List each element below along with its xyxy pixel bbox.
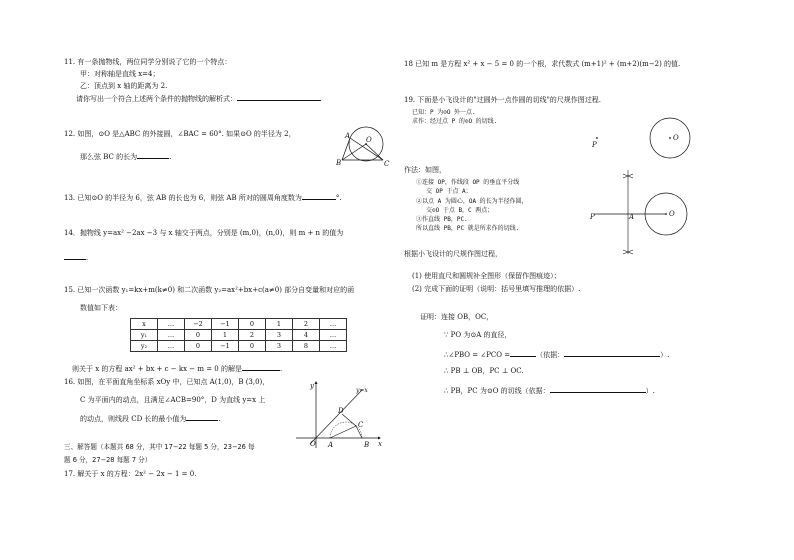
q12-label-B: B <box>336 159 342 167</box>
q15-answer-text: 则关于 x 的方程 ax² + bx + c − kx − m = 0 的解是 <box>72 365 242 373</box>
q12-label-A: A <box>345 132 351 140</box>
q19-proof2 <box>444 349 669 360</box>
q15-value-table <box>130 318 347 352</box>
q15-answer-line <box>72 363 282 374</box>
table-cell: 3 <box>266 330 293 341</box>
q19-step3: ③作直线 PB，PC. <box>416 216 468 224</box>
q19-fig2-label-P: P <box>590 213 595 221</box>
table-row <box>131 319 347 330</box>
q11-ask <box>76 93 321 104</box>
q19-after: 根据小飞设计的尺规作图过程， <box>404 250 502 258</box>
q16-line3-text: 的动点，则线段 CD 长的最小值为 <box>80 415 187 423</box>
q19-fig2-label-A: A <box>629 213 635 221</box>
q16-line3 <box>80 413 221 424</box>
table-cell: … <box>320 341 347 352</box>
q12-figure <box>328 124 390 168</box>
q19-step4: 所以直线 PB，PC 就是所求作的切线. <box>416 225 520 233</box>
q19-step2a: ②以点 A 为圆心，OA 的长为半径作圆， <box>416 197 528 205</box>
q19-proof2-basis-blank[interactable] <box>564 349 660 357</box>
q16-line2: C 为平面内的动点，且满足∠ACB=90°，D 为直线 y=x 上 <box>80 396 266 404</box>
q12-label-O: O <box>366 136 372 144</box>
q15-answer-blank[interactable] <box>242 363 283 373</box>
table-cell: … <box>158 341 185 352</box>
q18-text: 18 已知 m 是方程 x² + x − 5 = 0 的一个根，求代数式 (m+1)² + (m+2)(m−2) 的值. <box>404 60 681 68</box>
table-cell: −1 <box>212 341 239 352</box>
part3-line2: 题 6 分，27−28 每题 7 分） <box>64 456 152 464</box>
q16-figure <box>292 380 384 452</box>
table-cell: 8 <box>293 341 320 352</box>
q19-figure-construction <box>588 164 700 260</box>
table-cell: 2 <box>239 330 266 341</box>
q12-label-C: C <box>384 160 390 168</box>
q19-ask: 求作：经过点 P 的⊙O 的切线. <box>412 118 498 126</box>
q19-proof4 <box>444 385 655 396</box>
q19-task1: (1) 使用直尺和圆规补全图形（保留作图痕迹）； <box>412 272 561 280</box>
q19-step1b: 交 OP 于点 A； <box>426 188 472 196</box>
q19-proof0: 证明：连接 OB，OC， <box>420 313 494 321</box>
table-cell: 4 <box>293 330 320 341</box>
table-cell: 0 <box>239 341 266 352</box>
q19-proof2-basis: （依据： <box>536 351 565 359</box>
q16-label-x: x <box>378 440 382 448</box>
q19-step1a: ①连接 OP，作线段 OP 的垂直平分线 <box>416 179 520 186</box>
q19-task2: (2) 完成下面的证明（说明：括号里填写推理的依据）. <box>412 285 581 293</box>
q19-proof4-text: ∴ PB，PC 为⊙O 的切线（依据： <box>444 387 550 395</box>
table-cell: 0 <box>185 341 212 352</box>
q17-text: 17. 解关于 x 的方程：2x² − 2x − 1 = 0. <box>64 470 197 478</box>
q16-label-B: B <box>364 441 370 449</box>
q19-proof2-end: ）. <box>660 351 670 359</box>
q15-line1: 15. 已知一次函数 y₁=kx+m(k≠0) 和二次函数 y₂=ax²+bx+c(a≠0) 部分自变量和对应的函 <box>64 286 355 294</box>
table-cell: 3 <box>266 341 293 352</box>
q16-label-D: D <box>338 407 344 415</box>
q19-intro: 19. 下面是小飞设计的"过圆外一点作圆的切线"的尺规作图过程. <box>404 96 602 104</box>
q19-method: 作法：如图， <box>404 166 446 174</box>
q13-text: 13. 已知⊙O 的半径为 6，弦 AB 的长也为 6，则弦 AB 所对的圆周角度数为 <box>64 194 302 202</box>
q13-unit: °. <box>335 194 342 202</box>
q16-label-A: A <box>328 441 334 449</box>
q14-line2 <box>64 252 88 263</box>
q19-step2b: 交⊙O 于点 B，C 两点； <box>426 206 494 214</box>
table-cell: 1 <box>266 319 293 330</box>
q16-label-C: C <box>358 421 364 429</box>
q14-end: . <box>86 254 89 262</box>
q14-line1: 14．抛物线 y=ax² −2ax −3 与 x 轴交于两点，分别是 (m,0)，(n,0)，则 m + n 的值为 <box>64 229 344 237</box>
q19-proof3: ∴ PB ⊥ OB，PC ⊥ OC. <box>444 367 524 375</box>
q16-line1: 16. 如图，在平面直角坐标系 xOy 中，已知点 A(1,0)，B (3,0)， <box>64 378 270 386</box>
table-header: y₁ <box>131 330 158 341</box>
table-cell: 1 <box>212 330 239 341</box>
q19-known-block <box>412 108 497 127</box>
q13-answer-blank[interactable] <box>302 192 336 200</box>
q19-steps <box>416 178 528 234</box>
q11-yi: 乙：顶点到 x 轴的距离为 2. <box>80 82 168 90</box>
q16-label-line: y=x <box>356 387 368 394</box>
table-cell: … <box>320 319 347 330</box>
q11-stem: 11. 有一条抛物线，两位同学分别说了它的一个特点： <box>64 58 232 66</box>
q16-answer-blank[interactable] <box>186 413 221 423</box>
table-cell: 2 <box>293 319 320 330</box>
q19-figure-given <box>590 110 700 160</box>
q11-ask-text: 请你写出一个符合上述两个条件的抛物线的解析式： <box>76 95 237 103</box>
part3-line1: 三、解答题（本题共 68 分，其中 17−22 每题 5 分，23−26 每 <box>64 443 255 451</box>
q19-proof1: ∵ PO 为⊙A 的直径， <box>444 331 512 339</box>
table-header: x <box>131 319 158 330</box>
q19-proof2-blank[interactable] <box>510 349 536 357</box>
q16-end: . <box>218 415 221 423</box>
q19-fig1-label-P: P <box>592 141 597 149</box>
table-cell: −2 <box>185 319 212 330</box>
q19-known: 已知：P 为⊙O 外一点. <box>412 109 476 116</box>
q16-label-O: O <box>310 440 316 448</box>
q19-fig1-label-O: O <box>673 134 679 142</box>
q11-jia: 甲：对称轴是直线 x=4； <box>80 70 160 78</box>
table-row <box>131 330 347 341</box>
q12-line2: 那么弦 BC 的长为 . <box>80 153 172 161</box>
q19-proof4-end: ）. <box>645 387 655 395</box>
q11-answer-blank[interactable] <box>237 93 321 101</box>
table-header: y₂ <box>131 341 158 352</box>
table-cell: … <box>158 319 185 330</box>
q13-line <box>64 192 342 203</box>
table-cell: … <box>158 330 185 341</box>
table-cell: −1 <box>212 319 239 330</box>
q12-line2-text: 那么弦 BC 的长为 <box>80 153 138 161</box>
q12-line1: 12. 如图，⊙O 是△ABC 的外接圆，∠BAC = 60°. 如果⊙O 的半径为 2， <box>64 130 296 138</box>
q15-line2: 数值如下表： <box>80 304 122 312</box>
q12-answer-blank[interactable] <box>137 151 169 159</box>
q14-answer-blank[interactable] <box>64 252 89 262</box>
table-cell: … <box>320 330 347 341</box>
q16-label-y: y <box>310 382 314 390</box>
table-cell: 0 <box>239 319 266 330</box>
q19-proof2-text: ∴∠PBO = ∠PCO = <box>444 351 511 359</box>
table-row <box>131 341 347 352</box>
q19-fig2-label-O: O <box>669 210 675 218</box>
q19-proof4-blank[interactable] <box>550 385 646 393</box>
table-cell: 0 <box>185 330 212 341</box>
q15-end: . <box>279 365 283 373</box>
